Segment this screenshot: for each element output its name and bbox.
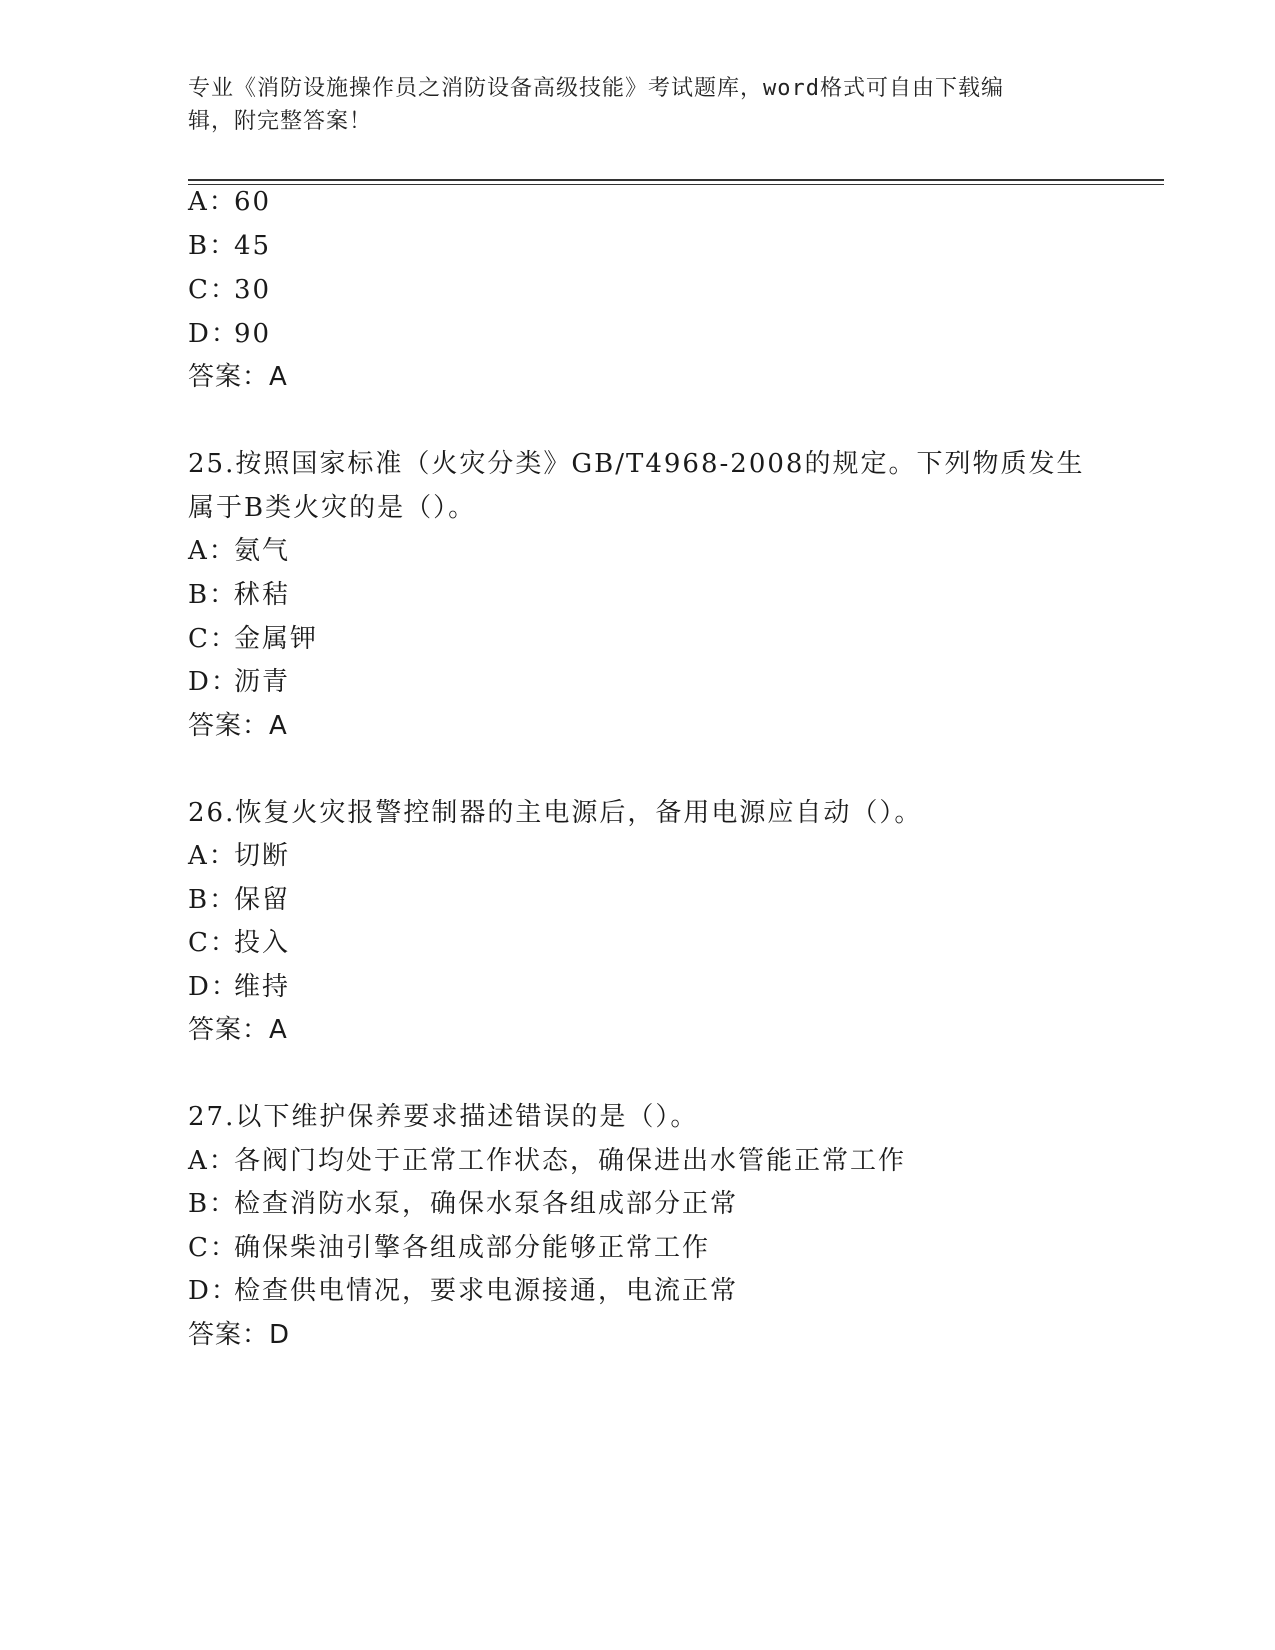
option-key: C： bbox=[188, 624, 238, 654]
answer-line: 答案：D bbox=[188, 1320, 291, 1350]
option-key: D： bbox=[188, 972, 239, 1002]
option-a bbox=[188, 840, 290, 872]
option-d bbox=[188, 971, 290, 1003]
option-text: 保留 bbox=[234, 885, 291, 915]
option-text: 切断 bbox=[234, 841, 291, 871]
option-d bbox=[188, 666, 290, 698]
option-b bbox=[188, 579, 290, 611]
option-text: 秫秸 bbox=[234, 580, 291, 610]
option-key: C： bbox=[188, 1233, 238, 1263]
option-c bbox=[188, 927, 290, 959]
option-d bbox=[188, 318, 271, 350]
option-key: A： bbox=[188, 841, 237, 871]
question-stem: 26.恢复火灾报警控制器的主电源后，备用电源应自动（）。 bbox=[188, 798, 923, 828]
option-key: D： bbox=[188, 319, 239, 349]
option-b bbox=[188, 884, 290, 916]
option-key: B： bbox=[188, 231, 238, 261]
option-key: B： bbox=[188, 1189, 238, 1219]
option-text: 60 bbox=[234, 187, 272, 217]
question-stem: 25.按照国家标准（火灾分类》GB/T4968-2008的规定。下列物质发生 bbox=[188, 449, 1085, 479]
option-text: 各阀门均处于正常工作状态，确保进出水管能正常工作 bbox=[234, 1146, 907, 1176]
option-c bbox=[188, 274, 271, 306]
option-text: 检查消防水泵，确保水泵各组成部分正常 bbox=[234, 1189, 739, 1219]
document-header bbox=[188, 72, 1088, 138]
option-text: 沥青 bbox=[234, 667, 291, 697]
option-key: B： bbox=[188, 580, 238, 610]
option-d bbox=[188, 1275, 738, 1307]
answer-line: 答案：A bbox=[188, 1015, 288, 1045]
option-text: 维持 bbox=[234, 972, 291, 1002]
option-key: D： bbox=[188, 667, 239, 697]
option-key: D： bbox=[188, 1276, 239, 1306]
option-b bbox=[188, 230, 271, 262]
option-a bbox=[188, 1145, 906, 1177]
option-c bbox=[188, 623, 318, 655]
option-text: 30 bbox=[234, 275, 272, 305]
option-text: 检查供电情况，要求电源接通，电流正常 bbox=[234, 1276, 739, 1306]
option-text: 金属钾 bbox=[234, 624, 319, 654]
question-stem-continued: 属于B类火灾的是（）。 bbox=[188, 493, 477, 523]
option-text: 投入 bbox=[234, 928, 291, 958]
option-key: A： bbox=[188, 1146, 237, 1176]
option-a bbox=[188, 535, 290, 567]
option-c bbox=[188, 1232, 710, 1264]
header-line-1: 专业《消防设施操作员之消防设备高级技能》考试题库，word格式可自由下载编 bbox=[188, 76, 1004, 101]
option-key: C： bbox=[188, 928, 238, 958]
header-divider-thin bbox=[188, 184, 1164, 185]
option-text: 氨气 bbox=[234, 536, 291, 566]
option-b bbox=[188, 1188, 738, 1220]
header-divider-thick bbox=[188, 179, 1164, 181]
option-text: 90 bbox=[234, 319, 272, 349]
option-a bbox=[188, 186, 271, 218]
option-key: B： bbox=[188, 885, 238, 915]
option-text: 45 bbox=[234, 231, 272, 261]
document-page bbox=[188, 0, 1164, 1650]
option-key: A： bbox=[188, 187, 237, 217]
option-text: 确保柴油引擎各组成部分能够正常工作 bbox=[234, 1233, 711, 1263]
question-stem: 27.以下维护保养要求描述错误的是（）。 bbox=[188, 1102, 699, 1132]
answer-line: 答案：A bbox=[188, 362, 288, 392]
option-key: A： bbox=[188, 536, 237, 566]
option-key: C： bbox=[188, 275, 238, 305]
answer-line: 答案：A bbox=[188, 711, 288, 741]
header-line-2: 辑，附完整答案！ bbox=[188, 109, 373, 134]
